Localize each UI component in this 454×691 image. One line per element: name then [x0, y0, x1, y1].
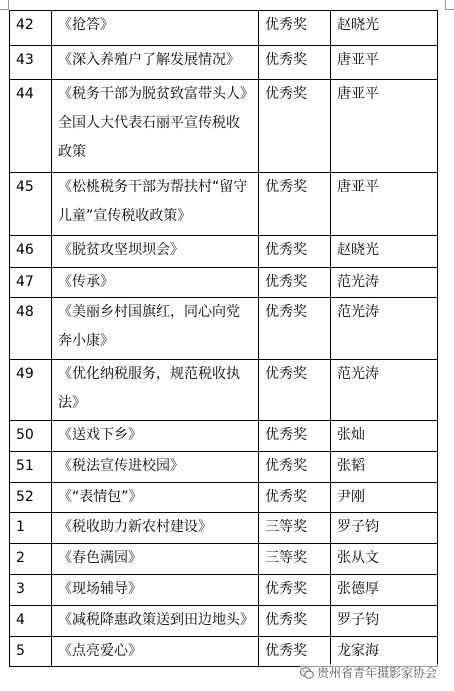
entry-number-cell: 4 — [10, 606, 52, 637]
table-row — [10, 544, 438, 575]
table-row — [10, 11, 438, 46]
entry-title-cell: 《税务干部为脱贫致富带头人》全国人大代表石丽平宣传税收政策 — [52, 80, 259, 173]
author-cell: 赵晓光 — [331, 236, 438, 268]
table-row — [10, 421, 438, 452]
table-row — [10, 513, 438, 544]
wechat-icon — [300, 666, 314, 680]
entry-number-cell: 1 — [10, 513, 52, 544]
award-level-cell: 三等奖 — [259, 513, 331, 544]
entry-title-cell: 《传承》 — [52, 268, 259, 298]
entry-title-cell: 《抢答》 — [52, 11, 259, 46]
author-cell: 罗子钧 — [331, 606, 438, 637]
table-row — [10, 298, 438, 360]
entry-title-cell: 《深入养殖户了解发展情况》 — [52, 46, 259, 80]
author-cell: 唐亚平 — [331, 173, 438, 236]
entry-title-cell: 《税收助力新农村建设》 — [52, 513, 259, 544]
entry-number-cell: 43 — [10, 46, 52, 80]
entry-number-cell: 50 — [10, 421, 52, 452]
table-row — [10, 173, 438, 236]
author-cell: 张从文 — [331, 544, 438, 575]
entry-title-cell: 《“表情包”》 — [52, 483, 259, 513]
award-level-cell: 优秀奖 — [259, 421, 331, 452]
table-row — [10, 236, 438, 268]
watermark-text: 贵州省青年摄影家协会 — [317, 666, 438, 680]
entry-title-cell: 《优化纳税服务，规范税收执法》 — [52, 360, 259, 421]
author-cell: 范光涛 — [331, 298, 438, 360]
award-level-cell: 优秀奖 — [259, 173, 331, 236]
award-table-body — [10, 11, 438, 667]
entry-title-cell: 《春色满园》 — [52, 544, 259, 575]
award-level-cell: 优秀奖 — [259, 298, 331, 360]
entry-number-cell: 51 — [10, 452, 52, 483]
entry-number-cell: 49 — [10, 360, 52, 421]
award-level-cell: 优秀奖 — [259, 11, 331, 46]
author-cell: 唐亚平 — [331, 46, 438, 80]
entry-number-cell: 48 — [10, 298, 52, 360]
entry-title-cell: 《松桃税务干部为帮扶村“留守儿童”宣传税收政策》 — [52, 173, 259, 236]
entry-title-cell: 《脱贫攻坚坝坝会》 — [52, 236, 259, 268]
entry-title-cell: 《美丽乡村国旗红，同心向党奔小康》 — [52, 298, 259, 360]
table-row — [10, 268, 438, 298]
table-row — [10, 575, 438, 606]
entry-title-cell: 《送戏下乡》 — [52, 421, 259, 452]
author-cell: 唐亚平 — [331, 80, 438, 173]
entry-number-cell: 46 — [10, 236, 52, 268]
author-cell: 张灿 — [331, 421, 438, 452]
table-row — [10, 46, 438, 80]
award-level-cell: 优秀奖 — [259, 575, 331, 606]
table-row — [10, 606, 438, 637]
entry-title-cell: 《现场辅导》 — [52, 575, 259, 606]
table-row — [10, 360, 438, 421]
table-row — [10, 452, 438, 483]
award-level-cell: 优秀奖 — [259, 268, 331, 298]
entry-number-cell: 45 — [10, 173, 52, 236]
table-row — [10, 80, 438, 173]
author-cell: 龙家海 — [331, 637, 438, 667]
author-cell: 赵晓光 — [331, 11, 438, 46]
author-cell: 罗子钧 — [331, 513, 438, 544]
award-level-cell: 优秀奖 — [259, 452, 331, 483]
table-row — [10, 637, 438, 667]
page-corner-mark-right — [445, 0, 454, 10]
entry-number-cell: 47 — [10, 268, 52, 298]
author-cell: 张德厚 — [331, 575, 438, 606]
entry-title-cell: 《减税降惠政策送到田边地头》 — [52, 606, 259, 637]
entry-number-cell: 3 — [10, 575, 52, 606]
award-level-cell: 三等奖 — [259, 544, 331, 575]
table-row — [10, 483, 438, 513]
author-cell: 范光涛 — [331, 268, 438, 298]
award-level-cell: 优秀奖 — [259, 360, 331, 421]
award-level-cell: 优秀奖 — [259, 46, 331, 80]
award-level-cell: 优秀奖 — [259, 80, 331, 173]
entry-title-cell: 《税法宣传进校园》 — [52, 452, 259, 483]
watermark — [300, 664, 439, 681]
award-level-cell: 优秀奖 — [259, 606, 331, 637]
award-level-cell: 优秀奖 — [259, 236, 331, 268]
author-cell: 尹刚 — [331, 483, 438, 513]
entry-number-cell: 42 — [10, 11, 52, 46]
entry-number-cell: 2 — [10, 544, 52, 575]
entry-number-cell: 44 — [10, 80, 52, 173]
entry-title-cell: 《点亮爱心》 — [52, 637, 259, 667]
entry-number-cell: 52 — [10, 483, 52, 513]
author-cell: 张韬 — [331, 452, 438, 483]
award-level-cell: 优秀奖 — [259, 637, 331, 667]
entry-number-cell: 5 — [10, 637, 52, 667]
page-corner-mark-left — [0, 0, 9, 10]
award-level-cell: 优秀奖 — [259, 483, 331, 513]
author-cell: 范光涛 — [331, 360, 438, 421]
award-table — [9, 10, 438, 667]
